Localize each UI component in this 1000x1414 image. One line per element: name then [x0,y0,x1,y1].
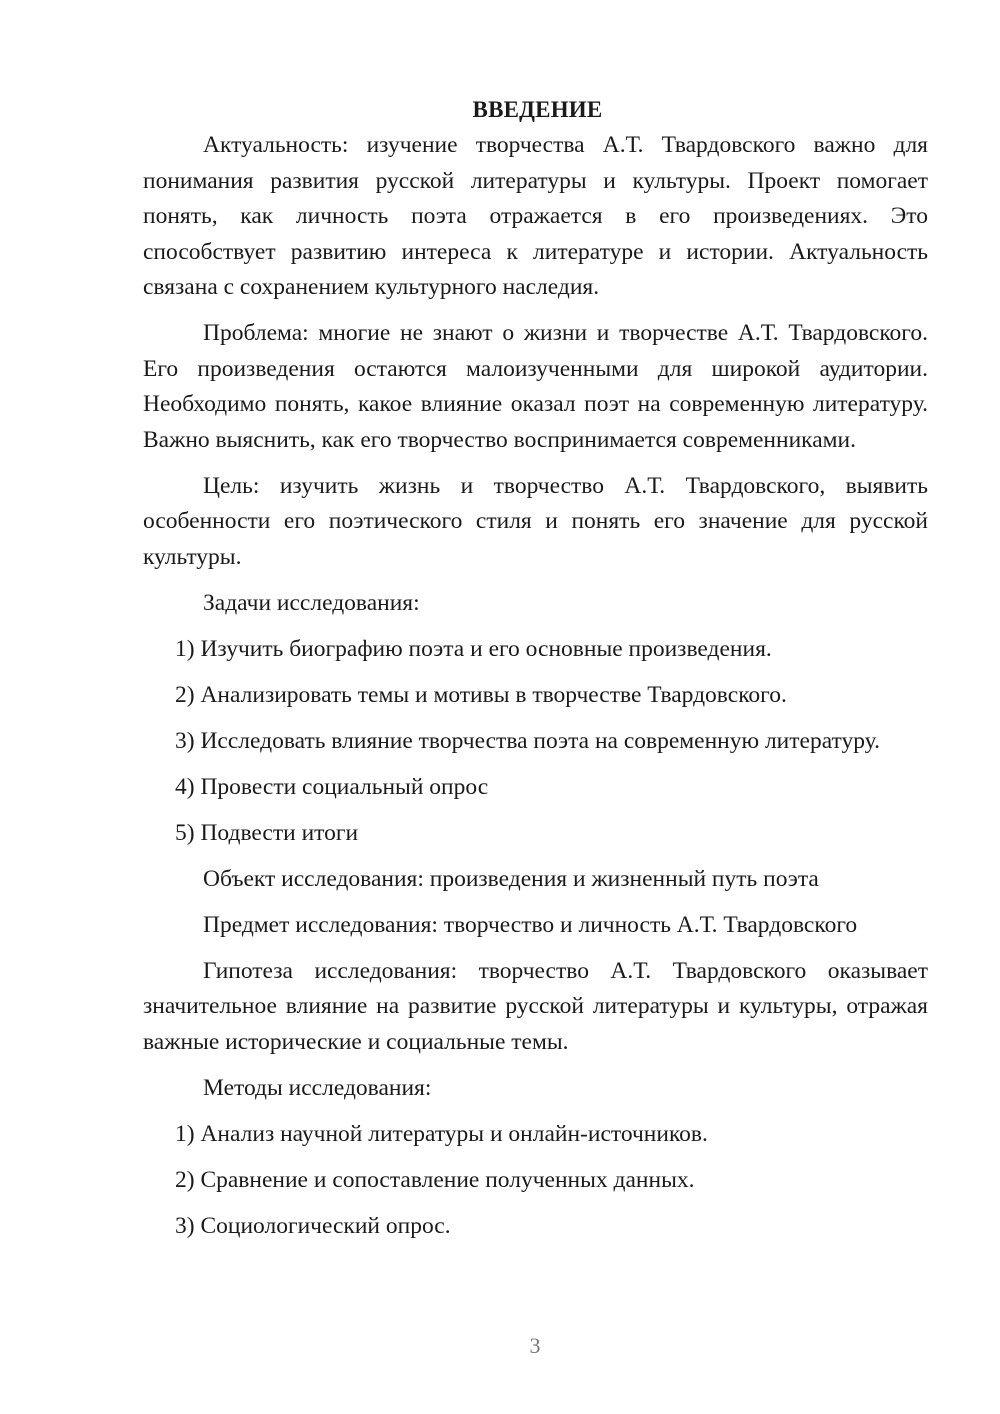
task-item: 3) Исследовать влияние творчества поэта на современную литературу. [175,727,880,754]
goal-paragraph: Цель: изучить жизнь и творчество А.Т. Твардовского, выявить особенности его поэтического стиля и понять его значение для русской культуры. [143,472,928,570]
research-object: Объект исследования: произведения и жизненный путь поэта [203,865,819,892]
hypothesis-paragraph: Гипотеза исследования: творчество А.Т. Твардовского оказывает значительное влияние на развитие русской литературы и культуры, отражая важные исторические и социальные темы. [143,957,928,1055]
section-title: ВВЕДЕНИЕ [472,97,603,122]
document-page [143,92,928,1255]
methods-heading: Методы исследования: [203,1074,432,1101]
method-item: 1) Анализ научной литературы и онлайн-источников. [175,1120,708,1147]
relevance-paragraph: Актуальность: изучение творчества А.Т. Твардовского важно для понимания развития русской литературы и культуры. Проект помогает понять, как личность поэта отражается в его произведениях. Это способствует развитию интереса к литературе и истории. Актуальность связана с сохранением культурного наследия. [143,132,928,300]
tasks-heading: Задачи исследования: [203,589,420,616]
research-subject: Предмет исследования: творчество и личность А.Т. Твардовского [203,911,858,938]
task-item: 4) Провести социальный опрос [175,773,489,800]
method-item: 2) Сравнение и сопоставление полученных данных. [175,1166,695,1193]
page-number: 3 [529,1333,541,1358]
problem-paragraph: Проблема: многие не знают о жизни и творчестве А.Т. Твардовского. Его произведения остаются малоизученными для широкой аудитории. Необходимо понять, какое влияние оказал поэт на современную литературу. Важно выяснить, как его творчество воспринимается современниками. [143,320,928,453]
task-item: 1) Изучить биографию поэта и его основные произведения. [175,635,772,662]
task-item: 2) Анализировать темы и мотивы в творчестве Твардовского. [175,681,787,708]
task-item: 5) Подвести итоги [175,819,359,846]
method-item: 3) Социологический опрос. [175,1212,451,1239]
